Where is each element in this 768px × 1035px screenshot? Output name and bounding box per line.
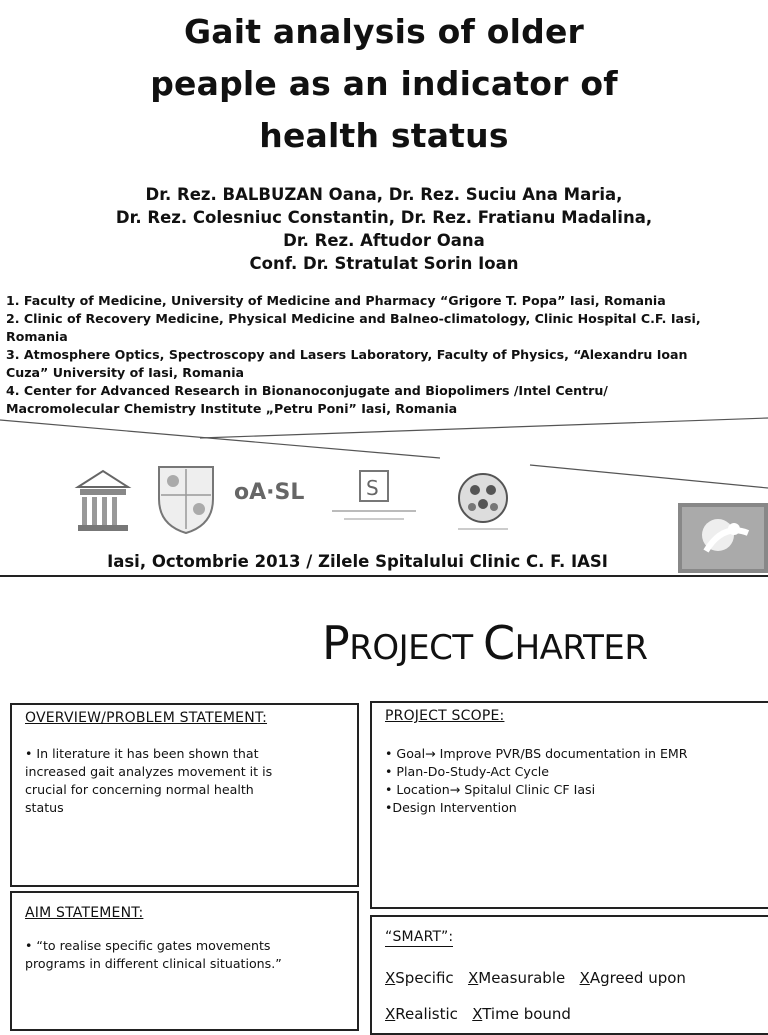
text-line: programs in different clinical situations.”	[25, 956, 282, 971]
author-line: Dr. Rez. Colesniuc Constantin, Dr. Rez. Fratianu Madalina,	[115, 208, 653, 227]
slide-2	[0, 577, 768, 1024]
checkmark: X	[579, 969, 590, 987]
criterion-label: Time bound	[482, 1005, 571, 1023]
text-line: •Design Intervention	[385, 800, 517, 815]
checkmark: X	[385, 1005, 396, 1023]
text-line: • Location→ Spitalul Clinic CF Iasi	[385, 782, 596, 797]
title-line: peaple as an indicator of	[150, 64, 618, 103]
text-line: crucial for concerning normal health	[25, 782, 254, 797]
fullerene-logo	[448, 463, 518, 537]
university-building-logo	[72, 465, 134, 535]
affiliation-line: Cuza” University of Iasi, Romania	[6, 365, 245, 380]
institute-logo	[328, 469, 420, 529]
title-line: Gait analysis of older	[183, 12, 585, 51]
affiliation-line: Macromolecular Chemistry Institute „Petru Poni” Iasi, Romania	[6, 401, 458, 416]
logos-row	[0, 455, 768, 535]
smart-box	[370, 915, 768, 1035]
author-line: Conf. Dr. Stratulat Sorin Ioan	[249, 254, 519, 273]
criterion-label: Agreed upon	[589, 969, 686, 987]
checkmark: X	[467, 969, 479, 987]
text-line: • Plan-Do-Study-Act Cycle	[385, 764, 550, 779]
title-line: health status	[259, 116, 509, 155]
text-line: • “to realise specific gates movements	[25, 938, 271, 953]
scope-text	[385, 745, 688, 817]
author-line: Dr. Rez. BALBUZAN Oana, Dr. Rez. Suciu Ana Maria,	[145, 185, 623, 204]
smart-criteria-row-2	[385, 1005, 571, 1023]
title-letter: P	[322, 616, 350, 670]
scope-heading: PROJECT SCOPE:	[385, 708, 505, 724]
title-letters: HARTER	[514, 628, 648, 668]
checkmark: X	[472, 1005, 483, 1023]
criterion-label: Measurable	[478, 969, 566, 987]
lab-logo	[232, 473, 312, 509]
smart-criteria-row-1	[385, 969, 686, 987]
overview-text	[25, 745, 272, 817]
coat-of-arms-logo	[155, 463, 217, 535]
svg-text:S: S	[366, 476, 379, 500]
affiliation-line: 1. Faculty of Medicine, University of Medicine and Pharmacy “Grigore T. Popa” Iasi, Romania	[6, 293, 666, 308]
author-line: Dr. Rez. Aftudor Oana	[283, 231, 485, 250]
title-letters: ROJECT	[349, 628, 483, 668]
text-line: • Goal→ Improve PVR/BS documentation in EMR	[385, 746, 688, 761]
text-line: • In literature it has been shown that	[25, 746, 259, 761]
criterion-label: Specific	[395, 969, 454, 987]
page-title	[0, 6, 768, 162]
aim-box	[10, 891, 359, 1031]
charter-title	[322, 615, 647, 676]
criterion-label: Realistic	[395, 1005, 458, 1023]
authors	[0, 183, 768, 275]
affiliation-line: 2. Clinic of Recovery Medicine, Physical Medicine and Balneo-climatology, Clinic Hospital C.F. Iasi,	[6, 311, 701, 326]
title-letter: C	[482, 616, 515, 670]
checkmark: X	[385, 969, 396, 987]
smart-heading: “SMART”:	[385, 929, 454, 945]
text-line: increased gait analyzes movement it is	[25, 764, 273, 779]
affiliation-line: 4. Center for Advanced Research in Bionanoconjugate and Biopolimers /Intel Centru/	[6, 383, 608, 398]
scope-box	[370, 701, 768, 909]
overview-heading: OVERVIEW/PROBLEM STATEMENT:	[25, 710, 268, 726]
svg-text:oA·SL: oA·SL	[234, 480, 305, 505]
text-line: status	[25, 800, 64, 815]
aim-heading: AIM STATEMENT:	[25, 905, 144, 921]
footer-event: Iasi, Octombrie 2013 / Zilele Spitalului Clinic C. F. IASI	[107, 552, 608, 571]
affiliations	[6, 292, 766, 418]
aim-text	[25, 937, 282, 973]
affiliation-line: Romania	[6, 329, 68, 344]
affiliation-line: 3. Atmosphere Optics, Spectroscopy and Lasers Laboratory, Faculty of Physics, “Alexandru Ioan	[6, 347, 688, 362]
overview-box	[10, 703, 359, 887]
